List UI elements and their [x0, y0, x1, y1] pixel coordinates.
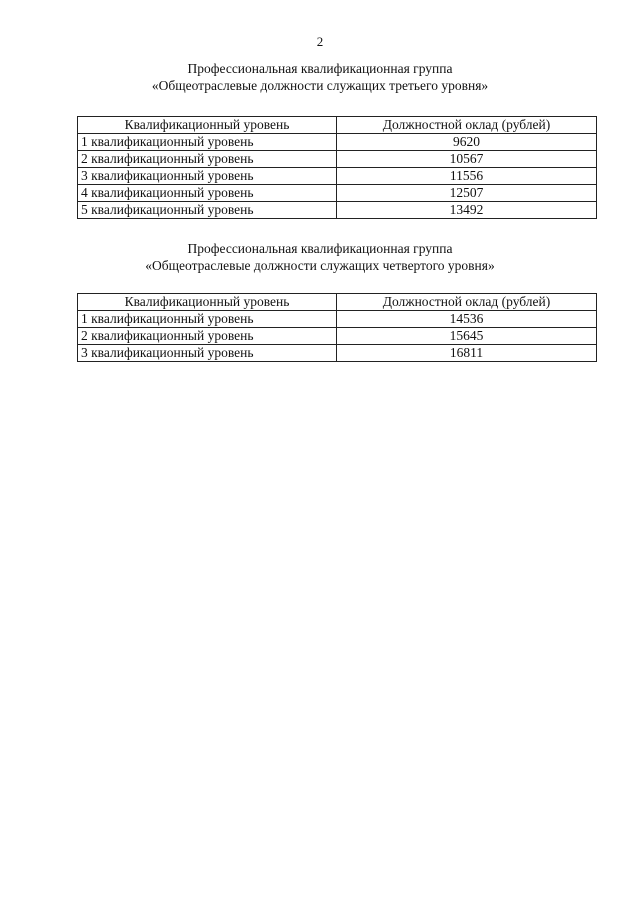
header-qualification-level: Квалификационный уровень — [78, 294, 337, 311]
group-title-line1: Профессиональная квалификационная группа — [187, 241, 453, 256]
table-row — [78, 345, 597, 362]
header-qualification-level: Квалификационный уровень — [78, 117, 337, 134]
table-row — [78, 328, 597, 345]
cell-salary: 15645 — [337, 328, 597, 345]
table-row — [78, 151, 597, 168]
cell-salary: 10567 — [337, 151, 597, 168]
cell-salary: 11556 — [337, 168, 597, 185]
cell-level: 1 квалификационный уровень — [78, 134, 337, 151]
salary-table-third-level — [77, 116, 597, 219]
cell-salary: 9620 — [337, 134, 597, 151]
cell-level: 3 квалификационный уровень — [78, 345, 337, 362]
page-number: 2 — [316, 34, 324, 49]
cell-level: 4 квалификационный уровень — [78, 185, 337, 202]
cell-level: 2 квалификационный уровень — [78, 328, 337, 345]
cell-level: 5 квалификационный уровень — [78, 202, 337, 219]
cell-salary: 12507 — [337, 185, 597, 202]
group-title-line2: «Общеотраслевые должности служащих четвертого уровня» — [145, 258, 495, 273]
table-header-row — [78, 117, 597, 134]
table-row — [78, 134, 597, 151]
table-row — [78, 202, 597, 219]
cell-salary: 14536 — [337, 311, 597, 328]
salary-table-fourth-level — [77, 293, 597, 362]
table-header-row — [78, 294, 597, 311]
group-title-line2: «Общеотраслевые должности служащих третьего уровня» — [151, 78, 489, 93]
cell-level: 1 квалификационный уровень — [78, 311, 337, 328]
cell-salary: 16811 — [337, 345, 597, 362]
table-row — [78, 311, 597, 328]
cell-salary: 13492 — [337, 202, 597, 219]
table-row — [78, 168, 597, 185]
group-title-line1: Профессиональная квалификационная группа — [187, 61, 453, 76]
header-salary: Должностной оклад (рублей) — [337, 294, 597, 311]
group-title-fourth-level — [0, 240, 640, 274]
group-title-third-level — [0, 60, 640, 94]
header-salary: Должностной оклад (рублей) — [337, 117, 597, 134]
table-row — [78, 185, 597, 202]
cell-level: 3 квалификационный уровень — [78, 168, 337, 185]
cell-level: 2 квалификационный уровень — [78, 151, 337, 168]
